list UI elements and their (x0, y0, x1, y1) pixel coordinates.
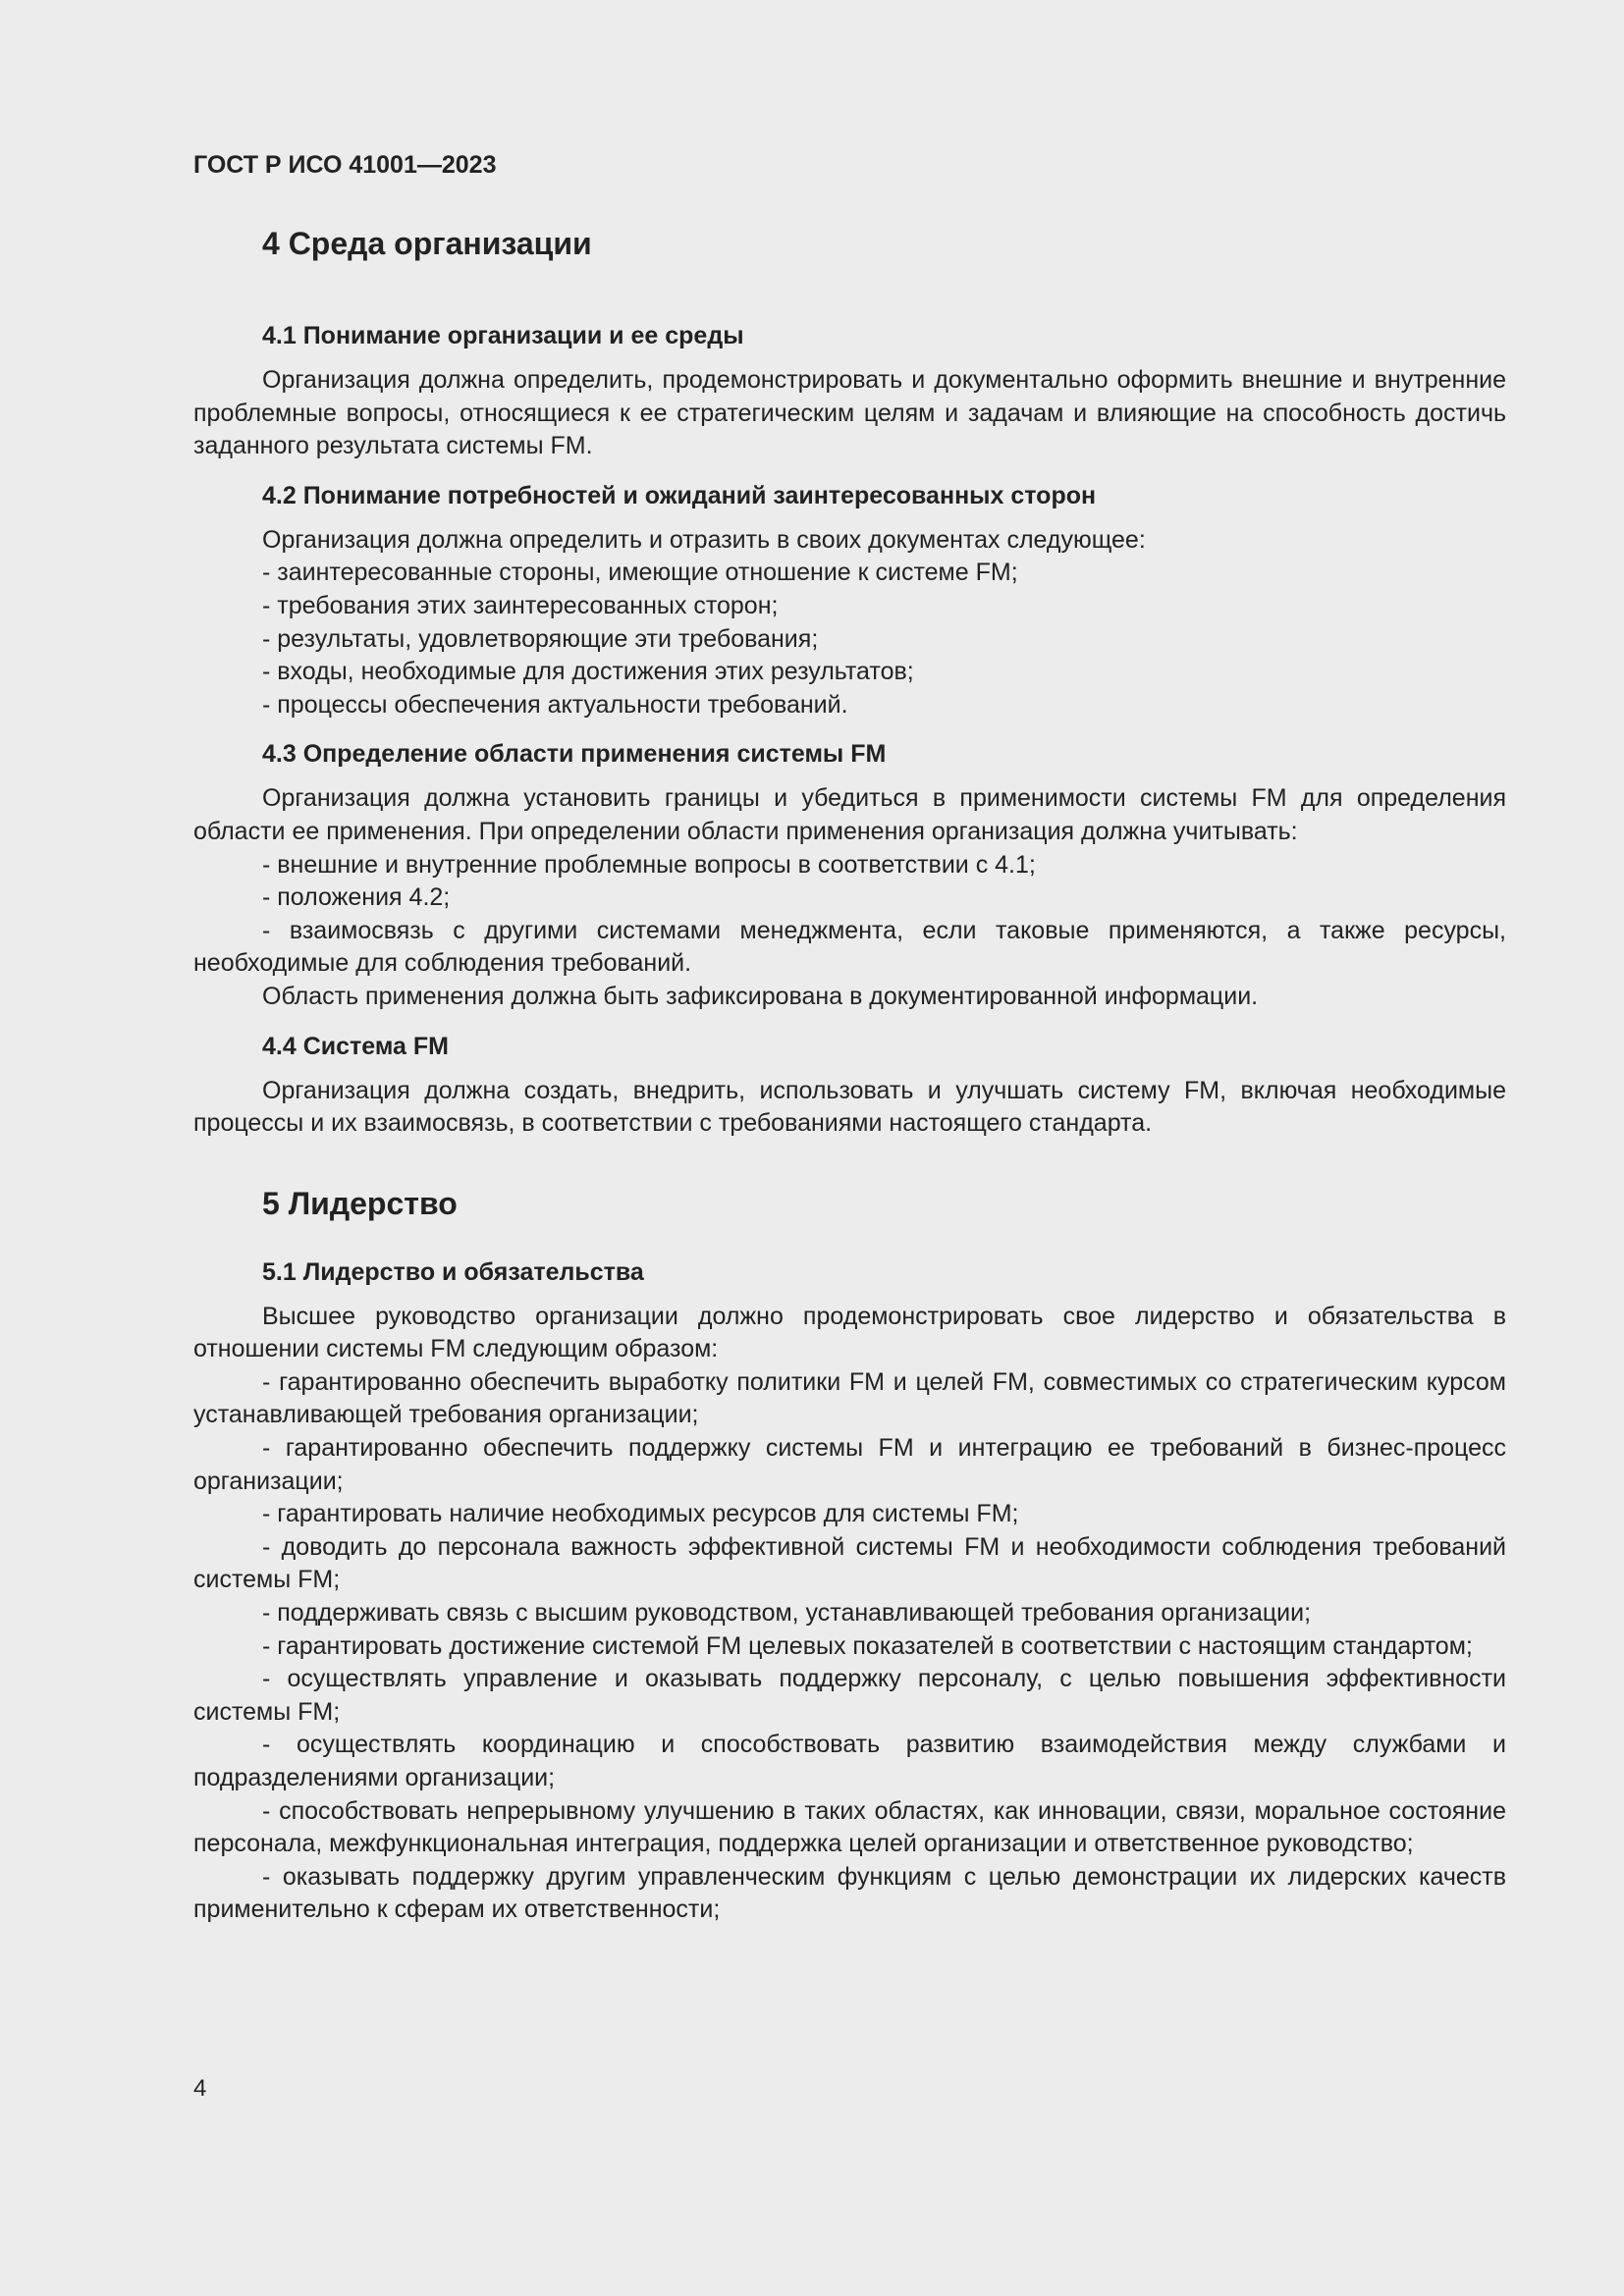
section-5-title: 5 Лидерство (262, 1185, 458, 1221)
list-item: - гарантировать достижение системой FM целевых показателей в соответствии с настоящим стандартом; (262, 1631, 1473, 1660)
section-4-3-title: 4.3 Определение области применения системы FM (262, 740, 887, 769)
section-4-1-paragraph: Организация должна определить, продемонстрировать и документально оформить внешние и внутренние проблемные вопросы, относящиеся к ее стратегическим целям и задачам и влияющие на способность достичь заданного результата системы FM. (193, 366, 1506, 460)
section-4-3-paragraph: Организация должна установить границы и убедиться в применимости системы FM для определения области ее применения. При определении области применения организация должна учитывать: (193, 784, 1506, 845)
list-item: - положения 4.2; (262, 883, 451, 912)
list-item: - гарантировать наличие необходимых ресурсов для системы FM; (262, 1500, 1019, 1528)
list-item: - доводить до персонала важность эффективной системы FM и необходимости соблюдения требований системы FM; (193, 1532, 1506, 1594)
section-5-1-paragraph: Высшее руководство организации должно продемонстрировать свое лидерство и обязательства в отношении системы FM следующим образом: (193, 1302, 1506, 1363)
list-item: - осуществлять управление и оказывать поддержку персоналу, с целью повышения эффективности системы FM; (193, 1665, 1506, 1726)
list-item: - способствовать непрерывному улучшению в таких областях, как инновации, связи, моральное состояние персонала, межфункциональная интеграция, поддержка целей организации и ответственное руководство; (193, 1796, 1506, 1858)
list-item: - процессы обеспечения актуальности требований. (262, 690, 848, 719)
list-item: - входы, необходимые для достижения этих результатов; (262, 658, 914, 686)
list-item: - осуществлять координацию и способствовать развитию взаимодействия между службами и подразделениями организации; (193, 1731, 1506, 1791)
section-5-1-title: 5.1 Лидерство и обязательства (262, 1257, 644, 1286)
list-item: - гарантированно обеспечить поддержку системы FM и интеграцию ее требований в бизнес-процесс организации; (193, 1434, 1506, 1495)
section-4-4-title: 4.4 Система FM (262, 1032, 449, 1060)
section-4-3-conclusion: Область применения должна быть зафиксирована в документированной информации. (262, 982, 1259, 1010)
section-4-2-intro: Организация должна определить и отразить в своих документах следующее: (262, 525, 1146, 554)
list-item: - взаимосвязь с другими системами менеджмента, если таковые применяются, а также ресурсы, необходимые для соблюдения требований. (193, 916, 1506, 978)
page-number: 4 (193, 2075, 207, 2102)
section-4-2-title: 4.2 Понимание потребностей и ожиданий заинтересованных сторон (262, 481, 1097, 509)
section-4-4-paragraph: Организация должна создать, внедрить, использовать и улучшать систему FM, включая необходимые процессы и их взаимосвязь, в соответствии с требованиями настоящего стандарта. (193, 1076, 1506, 1138)
list-item: - оказывать поддержку другим управленческим функциям с целью демонстрации их лидерских качеств применительно к сферам их ответственности; (193, 1862, 1506, 1924)
list-item: - результаты, удовлетворяющие эти требования; (262, 624, 819, 653)
section-4-1-title: 4.1 Понимание организации и ее среды (262, 322, 744, 349)
list-item: - требования этих заинтересованных сторон; (262, 591, 779, 619)
section-4-title: 4 Среда организации (262, 226, 592, 261)
document-header: ГОСТ Р ИСО 41001—2023 (193, 151, 497, 179)
list-item: - гарантированно обеспечить выработку политики FM и целей FM, совместимых со стратегическим курсом устанавливающей требования организации; (193, 1367, 1506, 1429)
list-item: - внешние и внутренние проблемные вопросы в соответствии с 4.1; (262, 850, 1036, 879)
list-item: - поддерживать связь с высшим руководством, устанавливающей требования организации; (262, 1599, 1312, 1628)
list-item: - заинтересованные стороны, имеющие отношение к системе FM; (262, 559, 1018, 587)
